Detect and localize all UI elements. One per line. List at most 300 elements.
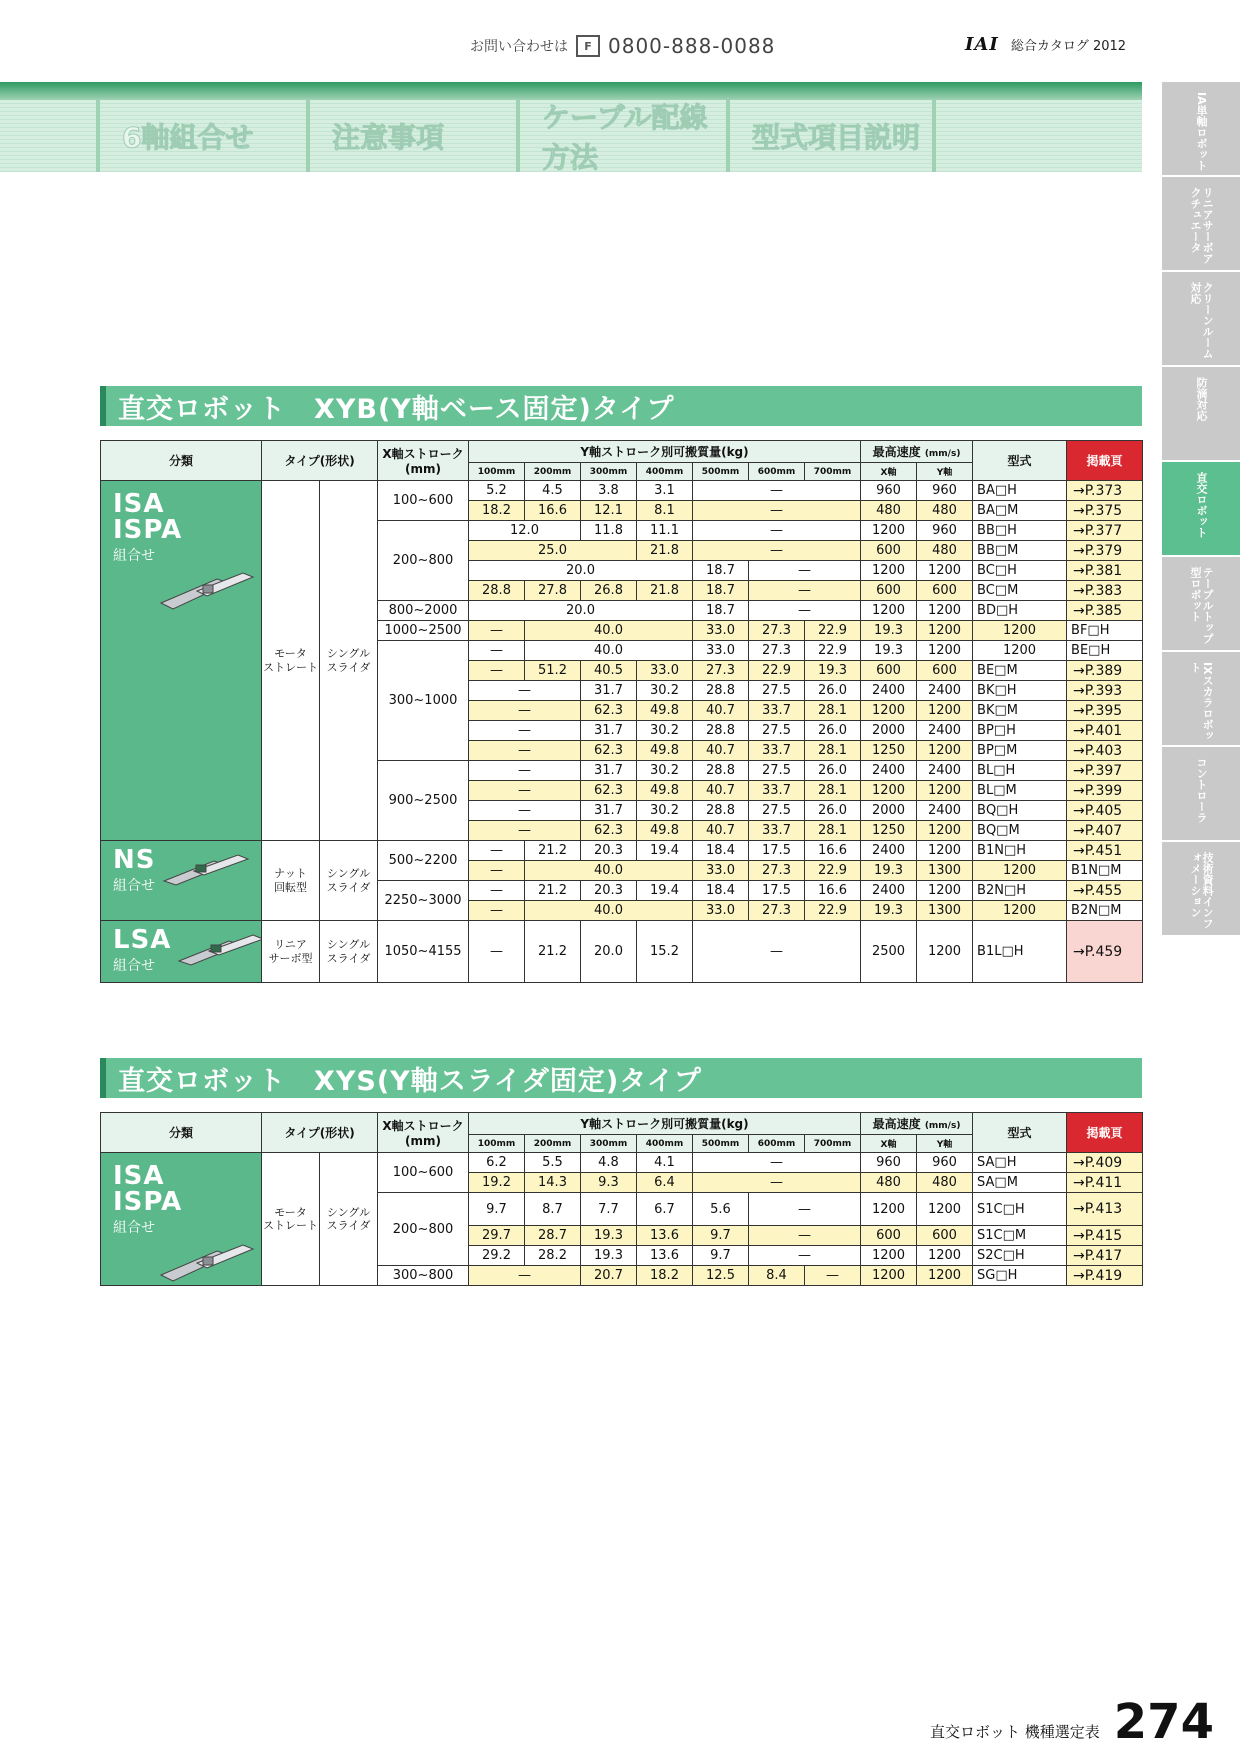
payload-cell: 18.4 <box>693 881 749 901</box>
payload-cell: 28.8 <box>693 761 749 781</box>
payload-cell: 16.6 <box>805 881 861 901</box>
robot-image <box>160 853 250 889</box>
payload-cell: — <box>469 661 525 681</box>
payload-cell: 20.3 <box>581 841 637 861</box>
payload-cell: 40.5 <box>581 661 637 681</box>
speed-y-cell: 960 <box>917 481 973 501</box>
header-stroke: 100mm <box>469 463 525 481</box>
model-cell: BL□M <box>973 781 1067 801</box>
payload-cell: 26.0 <box>805 681 861 701</box>
payload-cell: 30.2 <box>637 681 693 701</box>
speed-y-cell: 1200 <box>917 881 973 901</box>
header-stroke: 700mm <box>805 463 861 481</box>
xys-table <box>100 1112 1143 1286</box>
payload-cell: 27.5 <box>749 801 805 821</box>
side-tab-dustproof[interactable]: 防滴対応 <box>1162 367 1240 460</box>
payload-cell: — <box>469 701 581 721</box>
payload-cell: 40.0 <box>525 861 693 881</box>
header-type: タイプ(形状) <box>262 441 378 481</box>
speed-y-cell: 1200 <box>917 741 973 761</box>
payload-cell: 28.1 <box>805 821 861 841</box>
payload-cell: — <box>693 481 861 501</box>
model-cell: BQ□M <box>973 821 1067 841</box>
model-cell: BA□H <box>973 481 1067 501</box>
payload-cell: 29.7 <box>469 1226 525 1246</box>
header-stroke: 200mm <box>525 1135 581 1153</box>
payload-cell: 28.1 <box>805 741 861 761</box>
freedial-icon: F <box>576 35 600 57</box>
category-name: LSA <box>113 925 172 955</box>
payload-cell: — <box>469 841 525 861</box>
payload-cell: 13.6 <box>637 1226 693 1246</box>
speed-x-cell: 1200 <box>861 561 917 581</box>
payload-cell: — <box>693 501 861 521</box>
model-cell: BB□M <box>973 541 1067 561</box>
page-link[interactable]: →P.419 <box>1067 1266 1143 1286</box>
speed-y-cell: 1200 <box>917 701 973 721</box>
model-cell: S1C□H <box>973 1193 1067 1226</box>
payload-cell: 29.2 <box>469 1246 525 1266</box>
payload-cell: 28.7 <box>525 1226 581 1246</box>
page-link[interactable]: →P.397 <box>1067 761 1143 781</box>
x-stroke-cell: 200~800 <box>378 1193 469 1266</box>
payload-cell: 40.7 <box>693 741 749 761</box>
speed-x-cell: 600 <box>861 541 917 561</box>
side-tab-scara[interactable]: IXスカラロボット <box>1162 652 1240 745</box>
type-cell: シングル スライダ <box>320 921 378 983</box>
payload-cell: — <box>469 641 525 661</box>
model-cell: B1L□H <box>973 921 1067 983</box>
payload-cell: 19.3 <box>861 641 917 661</box>
model-cell: BD□H <box>973 601 1067 621</box>
company-logo: IAI <box>965 34 999 55</box>
speed-y-cell: 960 <box>917 521 973 541</box>
speed-y-cell: 480 <box>917 541 973 561</box>
payload-cell: 40.0 <box>525 901 693 921</box>
header-stroke: 500mm <box>693 463 749 481</box>
page-link[interactable]: →P.455 <box>1067 881 1143 901</box>
payload-cell: 22.9 <box>805 861 861 881</box>
payload-cell: 33.0 <box>693 641 749 661</box>
type-cell: モータ ストレート <box>262 481 320 841</box>
payload-cell: 49.8 <box>637 781 693 801</box>
category-cell <box>101 921 262 983</box>
model-cell: S2C□H <box>973 1246 1067 1266</box>
model-cell: BC□M <box>973 581 1067 601</box>
model-cell: B1N□M <box>1067 861 1143 881</box>
payload-cell: — <box>749 1193 861 1226</box>
payload-cell: 22.9 <box>805 901 861 921</box>
x-stroke-cell: 100~600 <box>378 481 469 521</box>
payload-cell: 18.2 <box>637 1266 693 1286</box>
payload-cell: — <box>469 721 581 741</box>
page-link[interactable]: →P.407 <box>1067 821 1143 841</box>
payload-cell: 33.7 <box>749 741 805 761</box>
tab-model-desc[interactable]: 型式項目説明 <box>726 100 936 172</box>
payload-cell: — <box>749 561 861 581</box>
payload-cell: 17.5 <box>749 881 805 901</box>
category-sub: 組合せ <box>113 548 155 564</box>
header-speed: 最高速度 (mm/s) <box>861 441 973 463</box>
speed-x-cell: 480 <box>861 501 917 521</box>
page-link[interactable]: →P.379 <box>1067 541 1143 561</box>
table-row <box>101 841 1143 861</box>
model-cell: B1N□H <box>973 841 1067 861</box>
x-stroke-cell: 900~2500 <box>378 761 469 841</box>
category-sub: 組合せ <box>113 878 155 894</box>
model-cell: B2N□M <box>1067 901 1143 921</box>
payload-cell: 18.7 <box>693 601 749 621</box>
phone-number[interactable]: 0800-888-0088 <box>608 34 776 58</box>
payload-cell: 40.7 <box>693 821 749 841</box>
payload-cell: 19.3 <box>861 621 917 641</box>
header-xstroke: X軸ストローク (mm) <box>378 1113 469 1153</box>
payload-cell: 21.2 <box>525 881 581 901</box>
payload-cell: 27.3 <box>749 901 805 921</box>
payload-cell: 27.8 <box>525 581 581 601</box>
type-cell: モータ ストレート <box>262 1153 320 1286</box>
speed-y-cell: 1200 <box>917 1266 973 1286</box>
speed-x-cell: 960 <box>861 481 917 501</box>
payload-cell: 33.7 <box>749 781 805 801</box>
payload-cell: 28.8 <box>693 681 749 701</box>
payload-cell: 51.2 <box>525 661 581 681</box>
x-stroke-cell: 500~2200 <box>378 841 469 881</box>
x-stroke-cell: 300~1000 <box>378 641 469 761</box>
page-link[interactable]: →P.459 <box>1067 921 1143 983</box>
payload-cell: 19.3 <box>861 861 917 881</box>
speed-y-cell: 1200 <box>917 821 973 841</box>
speed-x-cell: 1300 <box>917 901 973 921</box>
model-cell: BE□M <box>973 661 1067 681</box>
payload-cell: — <box>693 1173 861 1193</box>
robot-image <box>113 1241 261 1285</box>
page-link[interactable]: →P.395 <box>1067 701 1143 721</box>
header-yaxis: Y軸 <box>917 463 973 481</box>
page-link[interactable]: →P.405 <box>1067 801 1143 821</box>
payload-cell: 14.3 <box>525 1173 581 1193</box>
payload-cell: 18.7 <box>693 561 749 581</box>
page-link[interactable]: →P.411 <box>1067 1173 1143 1193</box>
payload-cell: 20.0 <box>469 601 693 621</box>
side-tab-single-axis[interactable]: IA単軸ロボット <box>1162 82 1240 175</box>
header-stroke: 200mm <box>525 463 581 481</box>
payload-cell: 18.4 <box>693 841 749 861</box>
brand <box>965 34 1126 55</box>
x-stroke-cell: 100~600 <box>378 1153 469 1193</box>
payload-cell: 28.8 <box>469 581 525 601</box>
payload-cell: 15.2 <box>637 921 693 983</box>
speed-x-cell: 1200 <box>861 701 917 721</box>
category-name: ISA <box>113 1161 165 1191</box>
tab-cable[interactable]: ケーブル配線方法 <box>516 100 726 172</box>
payload-cell: 21.2 <box>525 921 581 983</box>
section-title-xyb: 直交ロボット XYB(Y軸ベース固定)タイプ <box>100 386 1142 426</box>
payload-cell: 33.0 <box>693 901 749 921</box>
payload-cell: 9.3 <box>581 1173 637 1193</box>
page-link[interactable]: →P.413 <box>1067 1193 1143 1226</box>
x-stroke-cell: 1050~4155 <box>378 921 469 983</box>
speed-x-cell: 1200 <box>861 781 917 801</box>
speed-y-cell: 1200 <box>917 921 973 983</box>
page-link[interactable]: →P.375 <box>1067 501 1143 521</box>
payload-cell: 8.7 <box>525 1193 581 1226</box>
page-link[interactable]: →P.389 <box>1067 661 1143 681</box>
page-footer <box>930 1694 1214 1750</box>
speed-y-cell: 1200 <box>973 621 1067 641</box>
payload-cell: 8.4 <box>749 1266 805 1286</box>
payload-cell: 4.8 <box>581 1153 637 1173</box>
table-row <box>101 1153 1143 1173</box>
speed-x-cell: 1200 <box>861 521 917 541</box>
payload-cell: — <box>805 1266 861 1286</box>
page-link[interactable]: →P.403 <box>1067 741 1143 761</box>
category-name-2: ISPA <box>113 1187 183 1217</box>
header-speed: 最高速度 (mm/s) <box>861 1113 973 1135</box>
side-tab-tech-info[interactable]: 技術資料インフォメーション <box>1162 842 1240 935</box>
header-stroke: 600mm <box>749 1135 805 1153</box>
header-model: 型式 <box>973 1113 1067 1153</box>
payload-cell: 27.3 <box>749 641 805 661</box>
payload-cell: 12.0 <box>469 521 581 541</box>
model-cell: SA□H <box>973 1153 1067 1173</box>
type-cell: ナット 回転型 <box>262 841 320 921</box>
header-model: 型式 <box>973 441 1067 481</box>
header-stroke: 500mm <box>693 1135 749 1153</box>
model-cell: BP□H <box>973 721 1067 741</box>
payload-cell: — <box>469 801 581 821</box>
payload-cell: 27.5 <box>749 681 805 701</box>
payload-cell: 6.4 <box>637 1173 693 1193</box>
payload-cell: 19.4 <box>637 841 693 861</box>
payload-cell: 49.8 <box>637 701 693 721</box>
speed-y-cell: 1200 <box>917 561 973 581</box>
payload-cell: 5.5 <box>525 1153 581 1173</box>
header-xaxis: X軸 <box>861 463 917 481</box>
payload-cell: 26.0 <box>805 801 861 821</box>
page-link[interactable]: →P.385 <box>1067 601 1143 621</box>
page-link[interactable]: →P.417 <box>1067 1246 1143 1266</box>
payload-cell: 26.8 <box>581 581 637 601</box>
model-cell: SA□M <box>973 1173 1067 1193</box>
payload-cell: — <box>469 741 581 761</box>
category-cell <box>101 1153 262 1286</box>
payload-cell: 28.1 <box>805 781 861 801</box>
payload-cell: 18.2 <box>469 501 525 521</box>
payload-cell: — <box>469 681 581 701</box>
type-cell: シングル スライダ <box>320 1153 378 1286</box>
speed-y-cell: 1200 <box>973 861 1067 881</box>
payload-cell: 12.5 <box>693 1266 749 1286</box>
payload-cell: — <box>469 761 581 781</box>
model-cell: BA□M <box>973 501 1067 521</box>
page-link[interactable]: →P.383 <box>1067 581 1143 601</box>
speed-x-cell: 600 <box>861 1226 917 1246</box>
payload-cell: 26.0 <box>805 761 861 781</box>
model-cell: BK□M <box>973 701 1067 721</box>
header-page: 掲載頁 <box>1067 1113 1143 1153</box>
payload-cell: 28.2 <box>525 1246 581 1266</box>
payload-cell: 49.8 <box>637 741 693 761</box>
payload-cell: 27.5 <box>749 761 805 781</box>
payload-cell: 7.7 <box>581 1193 637 1226</box>
payload-cell: 40.7 <box>693 781 749 801</box>
payload-cell: 30.2 <box>637 801 693 821</box>
payload-cell: 31.7 <box>581 681 637 701</box>
speed-y-cell: 1200 <box>917 601 973 621</box>
header-yaxis: Y軸 <box>917 1135 973 1153</box>
x-stroke-cell: 300~800 <box>378 1266 469 1286</box>
tab-notes[interactable]: 注意事項 <box>306 100 516 172</box>
speed-y-cell: 2400 <box>917 801 973 821</box>
speed-x-cell: 1250 <box>861 821 917 841</box>
payload-cell: 28.8 <box>693 721 749 741</box>
payload-cell: 17.5 <box>749 841 805 861</box>
payload-cell: — <box>749 1246 861 1266</box>
page-link[interactable]: →P.377 <box>1067 521 1143 541</box>
speed-x-cell: 1200 <box>861 1246 917 1266</box>
type-cell: シングル スライダ <box>320 841 378 921</box>
side-tab-controller[interactable]: コントローラ <box>1162 747 1240 840</box>
side-tab-cleanroom[interactable]: クリーンルーム対応 <box>1162 272 1240 365</box>
payload-cell: 11.8 <box>581 521 637 541</box>
side-tab-cartesian[interactable]: 直交ロボット <box>1162 462 1240 555</box>
payload-cell: — <box>469 621 525 641</box>
payload-cell: 26.0 <box>805 721 861 741</box>
payload-cell: 20.0 <box>581 921 637 983</box>
payload-cell: 21.8 <box>637 581 693 601</box>
payload-cell: — <box>469 921 525 983</box>
x-stroke-cell: 200~800 <box>378 521 469 601</box>
catalog-title: 総合カタログ 2012 <box>1010 39 1127 54</box>
header-payload: Y軸ストローク別可搬質量(kg) <box>469 441 861 463</box>
side-tab-tabletop[interactable]: テーブルトップ型ロボット <box>1162 557 1240 650</box>
payload-cell: 19.3 <box>861 901 917 921</box>
model-cell: BF□H <box>1067 621 1143 641</box>
payload-cell: — <box>693 521 861 541</box>
speed-x-cell: 1200 <box>917 641 973 661</box>
payload-cell: 21.8 <box>637 541 693 561</box>
model-cell: BL□H <box>973 761 1067 781</box>
speed-y-cell: 1200 <box>917 1193 973 1226</box>
payload-cell: 22.9 <box>749 661 805 681</box>
speed-x-cell: 1200 <box>861 1266 917 1286</box>
payload-cell: 16.6 <box>525 501 581 521</box>
page-link[interactable]: →P.451 <box>1067 841 1143 861</box>
speed-y-cell: 1200 <box>973 901 1067 921</box>
category-name-2: ISPA <box>113 515 183 545</box>
payload-cell: 19.4 <box>637 881 693 901</box>
payload-cell: 20.0 <box>469 561 693 581</box>
header-stroke: 400mm <box>637 1135 693 1153</box>
contact-label: お問い合わせは <box>470 39 568 55</box>
payload-cell: 13.6 <box>637 1246 693 1266</box>
speed-y-cell: 1200 <box>917 1246 973 1266</box>
side-tab-linear-servo[interactable]: リニアサーボアクチュエータ <box>1162 177 1240 270</box>
payload-cell: 20.3 <box>581 881 637 901</box>
payload-cell: 28.8 <box>693 801 749 821</box>
page-link[interactable]: →P.401 <box>1067 721 1143 741</box>
page-link[interactable]: →P.381 <box>1067 561 1143 581</box>
speed-y-cell: 480 <box>917 501 973 521</box>
model-cell: BC□H <box>973 561 1067 581</box>
model-cell: BE□H <box>1067 641 1143 661</box>
x-stroke-cell: 800~2000 <box>378 601 469 621</box>
speed-y-cell: 1200 <box>917 781 973 801</box>
x-stroke-cell: 1000~2500 <box>378 621 469 641</box>
speed-y-cell: 1200 <box>917 841 973 861</box>
section-title-xys: 直交ロボット XYS(Y軸スライダ固定)タイプ <box>100 1058 1142 1098</box>
payload-cell: 4.1 <box>637 1153 693 1173</box>
payload-cell: 19.3 <box>581 1246 637 1266</box>
payload-cell: 28.1 <box>805 701 861 721</box>
page-link[interactable]: →P.399 <box>1067 781 1143 801</box>
page-link[interactable]: →P.393 <box>1067 681 1143 701</box>
payload-cell: — <box>693 541 861 561</box>
payload-cell: 25.0 <box>469 541 637 561</box>
model-cell: S1C□M <box>973 1226 1067 1246</box>
payload-cell: 62.3 <box>581 821 637 841</box>
page-link[interactable]: →P.409 <box>1067 1153 1143 1173</box>
page-link[interactable]: →P.415 <box>1067 1226 1143 1246</box>
payload-cell: 30.2 <box>637 721 693 741</box>
payload-cell: 22.9 <box>805 641 861 661</box>
payload-cell: 27.5 <box>749 721 805 741</box>
header-stroke: 300mm <box>581 463 637 481</box>
payload-cell: 31.7 <box>581 721 637 741</box>
payload-cell: — <box>469 821 581 841</box>
speed-x-cell: 1200 <box>861 601 917 621</box>
robot-image <box>175 933 261 969</box>
speed-x-cell: 2000 <box>861 801 917 821</box>
page-link[interactable]: →P.373 <box>1067 481 1143 501</box>
table-row <box>101 921 1143 983</box>
contact-info <box>470 33 775 59</box>
payload-cell: 19.2 <box>469 1173 525 1193</box>
speed-x-cell: 1250 <box>861 741 917 761</box>
header-payload: Y軸ストローク別可搬質量(kg) <box>469 1113 861 1135</box>
header-stroke: 100mm <box>469 1135 525 1153</box>
header-page: 掲載頁 <box>1067 441 1143 481</box>
payload-cell: 40.7 <box>693 701 749 721</box>
payload-cell: — <box>469 901 525 921</box>
model-cell: BB□H <box>973 521 1067 541</box>
type-cell: シングル スライダ <box>320 481 378 841</box>
speed-x-cell: 960 <box>861 1153 917 1173</box>
payload-cell: 9.7 <box>693 1246 749 1266</box>
speed-x-cell: 1300 <box>917 861 973 881</box>
header-class: 分類 <box>101 1113 262 1153</box>
payload-cell: 12.1 <box>581 501 637 521</box>
payload-cell: 6.7 <box>637 1193 693 1226</box>
payload-cell: 40.0 <box>525 641 693 661</box>
payload-cell: 9.7 <box>693 1226 749 1246</box>
payload-cell: 11.1 <box>637 521 693 541</box>
payload-cell: — <box>749 1226 861 1246</box>
speed-x-cell: 2000 <box>861 721 917 741</box>
speed-y-cell: 2400 <box>917 761 973 781</box>
speed-x-cell: 600 <box>861 581 917 601</box>
speed-y-cell: 2400 <box>917 681 973 701</box>
payload-cell: 30.2 <box>637 761 693 781</box>
payload-cell: 3.1 <box>637 481 693 501</box>
payload-cell: 4.5 <box>525 481 581 501</box>
category-name: ISA <box>113 489 165 519</box>
payload-cell: — <box>693 1153 861 1173</box>
payload-cell: 5.2 <box>469 481 525 501</box>
payload-cell: — <box>469 861 525 881</box>
tab-6axis[interactable]: 6軸組合せ <box>96 100 306 172</box>
